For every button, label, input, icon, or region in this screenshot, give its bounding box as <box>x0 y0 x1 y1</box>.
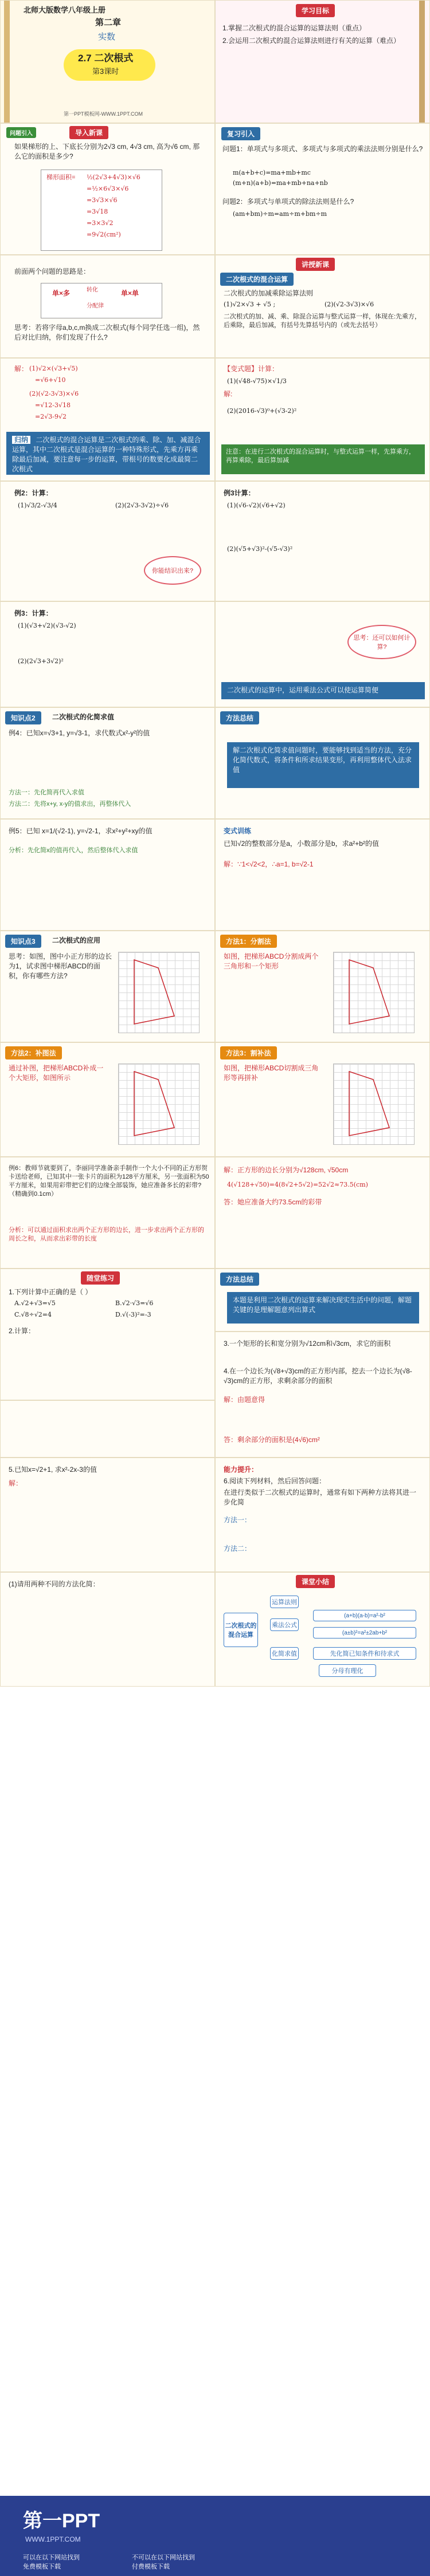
method2-slide <box>0 1042 215 1157</box>
ex2-b: (2)(2√3-3√2)÷√6 <box>115 502 169 509</box>
ex6-ans: 答：她应准备大约73.5cm的彩带 <box>224 1198 322 1206</box>
intro-step-3: =3√3×√6 <box>87 196 118 204</box>
point1-ex-a: (1)√2×√3 + √5 ; <box>224 301 276 308</box>
m2-trapezoid <box>118 1064 198 1144</box>
m3-trapezoid <box>333 1064 413 1144</box>
example3-right-slide <box>215 601 430 707</box>
point1-tag: 二次根式的混合运算 <box>220 273 294 286</box>
footer <box>0 2496 430 2576</box>
review-q1: 问题1：单项式与多项式、多项式与多项式的乘法法则分别是什么? <box>222 145 423 153</box>
objectives-tag: 学习目标 <box>296 4 335 17</box>
point3-slide <box>0 931 215 1042</box>
review-tag: 复习引入 <box>221 127 260 140</box>
induct-label: 归纳 <box>12 436 30 444</box>
footer-brand: 第一PPT <box>23 2510 100 2532</box>
m2-tag: 方法2：补图法 <box>5 1046 62 1059</box>
summary-method-slide <box>215 1269 430 1332</box>
variant-slide <box>215 358 430 481</box>
thought-f3: 转化 <box>87 287 98 293</box>
lesson-title: 2.7 二次根式 <box>78 53 134 64</box>
thought-f2: 单×单 <box>121 289 139 297</box>
m2-text: 通过补图，把梯形ABCD补成一个大矩形，如图所示 <box>9 1064 104 1082</box>
pt2-title: 二次根式的化简求值 <box>52 713 115 721</box>
p6-text: 6.阅读下列材料，然后回答问题： <box>224 1477 326 1485</box>
thought-line: 前面两个问题的思路是： <box>14 267 91 275</box>
practice2-slide <box>215 1332 430 1458</box>
newlesson-tag: 讲授新课 <box>296 258 335 271</box>
newlesson-slide <box>215 255 430 358</box>
m3-text: 如图，把梯形ABCD切割成三角形等再拼补 <box>224 1064 319 1082</box>
pt2-tag: 知识点2 <box>5 711 41 724</box>
ex2-a: (1)√3/2-√3/4 <box>18 502 57 509</box>
m1-trapezoid <box>333 952 413 1032</box>
chapter-title: 第二章 <box>95 18 122 27</box>
example5-slide <box>0 819 215 931</box>
intro-step-1: ½(2√3+4√3)×√6 <box>87 174 140 181</box>
variant-note: 注意：在进行二次根式的混合运算时，与整式运算一样，先算乘方，再算乘除，最后算加减 <box>226 448 415 464</box>
intro-step-5: =3×3√2 <box>87 219 114 227</box>
example6-slide <box>0 1157 215 1269</box>
variant2-sol: 解：∵1<√2<2，∴a=1, b=√2-1 <box>224 860 314 868</box>
example6-sol-slide <box>215 1157 430 1269</box>
variant2-q: 已知√2的整数部分是a，小数部分是b，求a²+b²的值 <box>224 840 379 848</box>
ex2-speech: 你能结识出来? <box>144 556 201 585</box>
review-slide <box>215 123 430 255</box>
brand-line: 第一PPT模板网-WWW.1PPT.COM <box>64 111 143 117</box>
p6-body: 在进行类似于二次根式的运算时，通常有如下两种方法将其进一步化简 <box>224 1488 417 1506</box>
method-text: 解二次根式化简求值问题时，要能够找到适当的方法，充分化简代数式，将条件和所求结果变形，再利用整体代入法求值 <box>227 742 419 788</box>
method1-slide <box>215 931 430 1042</box>
practice-q1: 1.下列计算中正确的是（ ） <box>9 1288 92 1296</box>
ex3-a: (1)(√3+√2)(√3-√2) <box>18 622 76 629</box>
intro-step-2: =½×6√3×√6 <box>87 185 129 192</box>
variant-sol: 解: <box>224 390 233 398</box>
footer-l1: 可以在以下网站找到 <box>23 2554 80 2561</box>
method-tag: 方法总结 <box>220 711 259 724</box>
series-title: 北师大版数学八年级上册 <box>24 6 106 14</box>
method-slide <box>215 707 430 819</box>
pt2-m1: 方法一：先化简再代入求值 <box>9 789 84 796</box>
practice-q1c: C.√8÷√2=4 <box>14 1311 52 1318</box>
practice-slide <box>0 1269 215 1400</box>
induct-box <box>6 432 210 475</box>
right-pillar-decor <box>419 1 425 123</box>
summary-f2: (a±b)²=a²±2ab+b² <box>313 1627 416 1638</box>
p6-slide <box>215 1458 430 1572</box>
review-exp1: m(a+b+c)=ma+mb+mc <box>233 169 311 176</box>
ex3-b: (2)(2√3+3√2)² <box>18 657 64 665</box>
pt3-title: 二次根式的应用 <box>52 936 101 944</box>
method3-slide <box>215 1042 430 1157</box>
example3-slide <box>0 601 215 707</box>
summary-b4: 分母有理化 <box>319 1664 376 1677</box>
sol-2: =√6+√10 <box>35 376 66 384</box>
practice-q1a: A.√2+√3=√5 <box>14 1299 56 1307</box>
intro-slide <box>0 123 215 255</box>
summary-b3: 化简求值 <box>270 1647 299 1660</box>
footer-l3: 不可以在以下网站找到 <box>132 2554 195 2561</box>
pt3-question: 思考：如图，图中小正方形的边长为1，试求图中梯形ABCD的面积，你有哪些方法? <box>9 952 112 980</box>
point1-sub: 二次根式的加减乘除运算法则 <box>224 289 314 297</box>
footer-site: WWW.1PPT.COM <box>25 2535 81 2543</box>
thought-f1: 单×多 <box>52 289 71 297</box>
m1-tag: 方法1：分割法 <box>220 935 277 948</box>
ex6-label: 例6：教师节就要到了，李丽同学准备亲手制作一个大小不同的正方形贺卡送给老师，已知其中一张卡片的面积为128平方厘米，另一张面积为50平方厘米，如果用彩带把它们的边缘全部装饰，她应准备多长的彩带?（精确到0.1cm） <box>9 1165 209 1198</box>
m1-text: 如图，把梯形ABCD分割成两个三角形和一个矩形 <box>224 952 319 970</box>
solution-slide <box>0 358 215 481</box>
summary-method-text: 本题是利用二次根式的运算来解决现实生活中的问题，解题关键的是理解题意列出算式 <box>227 1292 419 1324</box>
point1-note: 二次根式的加、减、乘、除混合运算与整式运算一样，体现在:先乘方，后乘除，最后加减，有括号先算括号内的（或先去括号） <box>224 313 421 329</box>
review-exp3: (am+bm)÷m=am÷m+bm÷m <box>233 210 327 218</box>
summary-b2: 乘法公式 <box>270 1618 299 1631</box>
pt2-m2: 方法二：先将x+y, x-y的值求出，再整体代入 <box>9 801 131 808</box>
intro-question: 如果梯形的上、下底长分别为2√3 cm, 4√3 cm, 高为√6 cm, 那么它的面积是多少? <box>14 143 200 160</box>
variant-p2: (2)(2016-√3)⁰+(√3-2)² <box>227 407 297 415</box>
footer-l2: 免费模板下载 <box>23 2563 61 2570</box>
p6-m2: 方法二： <box>224 1545 252 1553</box>
point1-ex-b: (2)(√2-3√3)×√6 <box>325 301 374 308</box>
ex3-bar: 二次根式的运算中，运用乘法公式可以使运算简便 <box>221 682 425 699</box>
practice-q2: 2.计算： <box>9 1327 36 1335</box>
practice-a4: 解：由题意得 <box>224 1396 265 1404</box>
thought-f4: 分配律 <box>87 303 104 309</box>
m3-tag: 方法3：割补法 <box>220 1046 277 1059</box>
induct-text: 二次根式的混合运算是二次根式的乘、除、加、减混合运算，其中二次根式是混合运算的一种特殊形式，先乘方再乘除最后加减，要注意每一步的运算，带根号的数要化成最简二次根式 <box>12 436 201 473</box>
pt3-tag: 知识点3 <box>5 935 41 948</box>
pt2-ex: 例4：已知x=√3+1, y=√3-1，求代数式x²-y²的值 <box>9 729 150 737</box>
ex5-label: 例5：已知 x=1/(√2-1), y=√2-1，求x²+y²+xy的值 <box>9 827 153 835</box>
footer-l4: 付费模板下载 <box>132 2563 170 2570</box>
p6-m1: 方法一： <box>224 1516 252 1524</box>
sol-3: (2)(√2-3√3)×√6 <box>29 390 79 397</box>
example2-right-slide <box>215 481 430 601</box>
thought-question: 思考：若将字母a,b,c,m换成二次根式(每个同学任选一组)，然后对比归纳，你们发现了什么? <box>14 324 200 341</box>
intro-step-6: =9√2(cm²) <box>87 231 121 238</box>
variant-p1: (1)(√48-√75)×√1/3 <box>227 377 287 385</box>
sol-4: =√12-3√18 <box>35 401 71 409</box>
intro-small-tag: 问题引入 <box>6 127 36 138</box>
p7-slide <box>0 1572 215 1687</box>
practice-tag: 随堂练习 <box>81 1271 120 1285</box>
pt3-trapezoid <box>118 952 198 1032</box>
summary-f1: (a+b)(a-b)=a²-b² <box>313 1610 416 1621</box>
sol-5: =2√3-9√2 <box>35 413 67 420</box>
variant2-title: 变式训练 <box>224 827 252 835</box>
title-slide <box>0 0 215 123</box>
example2-slide <box>0 481 215 601</box>
period-title: 第3课时 <box>92 67 119 76</box>
summary-method-tag: 方法总结 <box>220 1273 259 1286</box>
p5-sol: 解： <box>9 1479 23 1487</box>
ex6-total: 4(√128+√50)=4(8√2+5√2)=52√2≈73.5(cm) <box>227 1181 368 1188</box>
ex6-analysis: 分析：可以通过面积求出两个正方形的边长，进一步求出两个正方形的周长之和，从而求出彩带的长度 <box>9 1227 204 1242</box>
sol-label: 解： <box>14 365 29 373</box>
ex6-sol: 解：正方形的边长分别为√128cm, √50cm <box>224 1166 349 1174</box>
left-pillar-decor <box>4 1 10 123</box>
ex2-right-q2: (2)(√5+√3)²-(√5-√3)² <box>227 545 293 553</box>
review-exp2: (m+n)(a+b)=ma+mb+na+nb <box>233 179 328 187</box>
summary-tag: 课堂小结 <box>296 1575 335 1588</box>
practice-q1b: B.√2·√3=√6 <box>115 1299 154 1307</box>
p6-title: 能力提升： <box>224 1466 259 1474</box>
practice-q1d: D.√(-3)²=-3 <box>115 1311 151 1318</box>
variant2-slide <box>215 819 430 931</box>
practice3-slide <box>0 1400 215 1458</box>
subject-title: 实数 <box>98 32 116 42</box>
practice-q3: 3.一个矩形的长和宽分别为√12cm和√3cm，求它的面积 <box>224 1340 391 1348</box>
p7-q: (1)请用两种不同的方法化简： <box>9 1580 100 1588</box>
point2-slide <box>0 707 215 819</box>
p5-slide <box>0 1458 215 1572</box>
objective-2: 2.会运用二次根式的混合运算法则进行有关的运算（难点） <box>222 37 401 45</box>
ex3-label: 例3：计算： <box>14 609 53 617</box>
ex2-right-label: 例3计算： <box>224 489 255 497</box>
practice-a4r: 答：剩余部分的面积是(4√6)cm² <box>224 1436 320 1444</box>
summary-root: 二次根式的混合运算 <box>224 1613 258 1647</box>
ex3-cloud: 思考：还可以如何计算? <box>347 625 416 659</box>
intro-step-4: =3√18 <box>87 208 108 215</box>
sol-1: (1)√2×(√3+√5) <box>29 365 78 372</box>
summary-b5: 先化简已知条件和待求式 <box>313 1647 416 1660</box>
ex2-label: 例2：计算： <box>14 489 53 497</box>
blank-area <box>0 1687 430 2496</box>
formula-label: 梯形面积= <box>46 174 76 181</box>
objectives-slide <box>215 0 430 123</box>
intro-tag: 导入新课 <box>69 126 108 139</box>
thought-slide <box>0 255 215 358</box>
practice-q4: 4.在一个边长为(√8+√3)cm的正方形内部，挖去一个边长为(√8-√3)cm的正方形，求剩余部分的面积 <box>224 1367 412 1385</box>
summary-slide <box>215 1572 430 1687</box>
objective-1: 1.掌握二次根式的混合运算的运算法则（重点） <box>222 24 366 32</box>
summary-b1: 运算法则 <box>270 1596 299 1608</box>
p5-q: 5.已知x=√2+1, 求x²-2x-3的值 <box>9 1466 97 1474</box>
ex2-right-q: (1)(√6-√2)(√6+√2) <box>227 502 286 509</box>
ex5-note: 分析：先化简x的值再代入，然后整体代入求值 <box>9 847 138 854</box>
variant-label: 【变式题】计算： <box>224 365 279 373</box>
review-q2: 问题2：多项式与单项式的除法法则是什么? <box>222 198 354 206</box>
